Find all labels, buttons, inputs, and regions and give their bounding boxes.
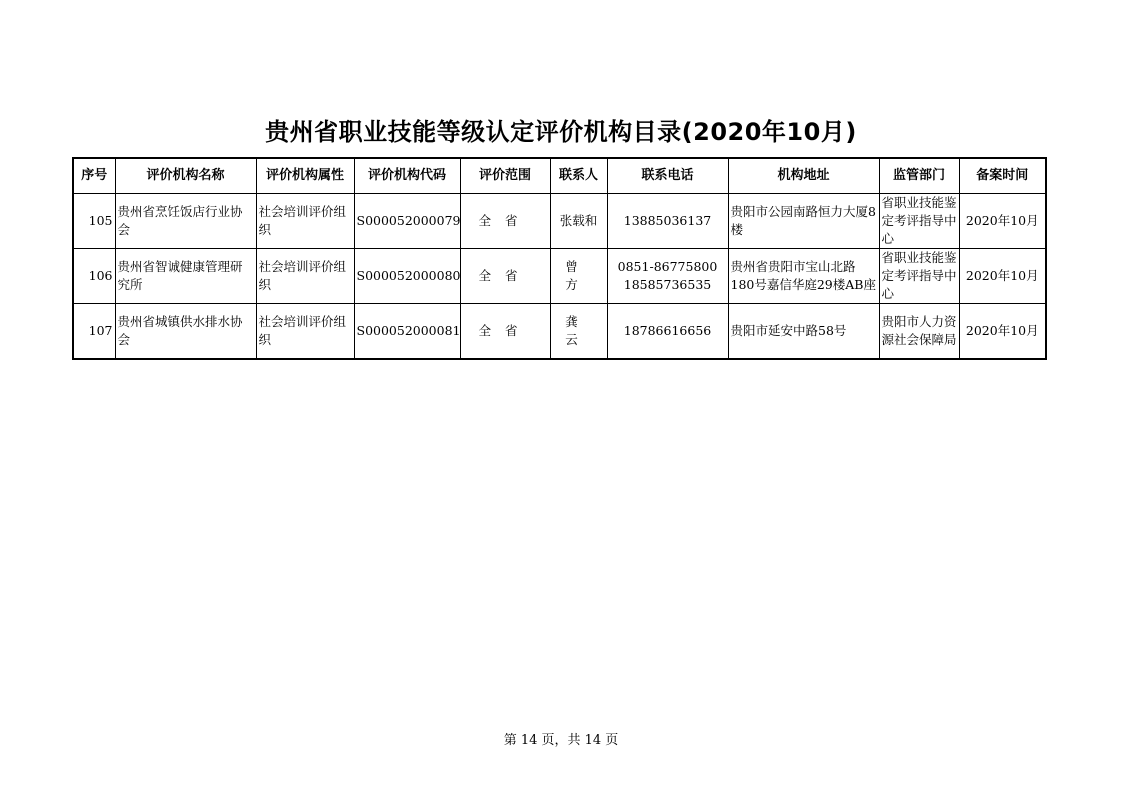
page-footer: 第 14 页，共 14 页 (503, 733, 619, 748)
cell-index: 107 (73, 304, 115, 360)
header-filing-date: 备案时间 (959, 158, 1046, 194)
header-scope: 评价范围 (460, 158, 550, 194)
cell-address: 贵阳市延安中路58号 (728, 304, 879, 360)
cell-supervisor: 省职业技能鉴定考评指导中心 (879, 249, 959, 304)
header-supervisor: 监管部门 (879, 158, 959, 194)
phone-line: 0851-86775800 (617, 259, 718, 274)
cell-filing-date: 2020年10月 (959, 304, 1046, 360)
cell-contact: 龚云 (550, 304, 607, 360)
cell-attribute: 社会培训评价组织 (256, 304, 354, 360)
cell-index: 106 (73, 249, 115, 304)
cell-phone (607, 194, 728, 249)
cell-filing-date: 2020年10月 (959, 249, 1046, 304)
cell-code: S000052000081 (354, 304, 460, 360)
cell-name: 贵州省烹饪饭店行业协会 (115, 194, 256, 249)
cell-code: S000052000080 (354, 249, 460, 304)
header-attribute: 评价机构属性 (256, 158, 354, 194)
table-header-row (73, 158, 1046, 194)
cell-supervisor: 贵阳市人力资源社会保障局 (879, 304, 959, 360)
cell-attribute: 社会培训评价组织 (256, 194, 354, 249)
table-row (73, 194, 1046, 249)
cell-index: 105 (73, 194, 115, 249)
header-code: 评价机构代码 (354, 158, 460, 194)
cell-contact: 张载和 (550, 194, 607, 249)
header-address: 机构地址 (728, 158, 879, 194)
cell-supervisor: 省职业技能鉴定考评指导中心 (879, 194, 959, 249)
phone-line: 13885036137 (623, 213, 712, 228)
table-row (73, 304, 1046, 360)
cell-phone (607, 304, 728, 360)
cell-name: 贵州省智诚健康管理研究所 (115, 249, 256, 304)
cell-address: 贵州省贵阳市宝山北路180号嘉信华庭29楼AB座 (728, 249, 879, 304)
cell-address: 贵阳市公园南路恒力大厦8楼 (728, 194, 879, 249)
header-index: 序号 (73, 158, 115, 194)
header-contact: 联系人 (550, 158, 607, 194)
cell-name: 贵州省城镇供水排水协会 (115, 304, 256, 360)
page-title: 贵州省职业技能等级认定评价机构目录(2020年10月) (265, 118, 857, 146)
header-name: 评价机构名称 (115, 158, 256, 194)
header-phone: 联系电话 (607, 158, 728, 194)
cell-filing-date: 2020年10月 (959, 194, 1046, 249)
cell-phone (607, 249, 728, 304)
table-row (73, 249, 1046, 304)
cell-scope: 全省 (460, 304, 550, 360)
institution-table (72, 157, 1047, 360)
phone-line: 18585736535 (623, 277, 712, 292)
cell-scope: 全省 (460, 194, 550, 249)
cell-attribute: 社会培训评价组织 (256, 249, 354, 304)
cell-code: S000052000079 (354, 194, 460, 249)
cell-scope: 全省 (460, 249, 550, 304)
cell-contact: 曾方 (550, 249, 607, 304)
phone-line: 18786616656 (623, 323, 712, 338)
